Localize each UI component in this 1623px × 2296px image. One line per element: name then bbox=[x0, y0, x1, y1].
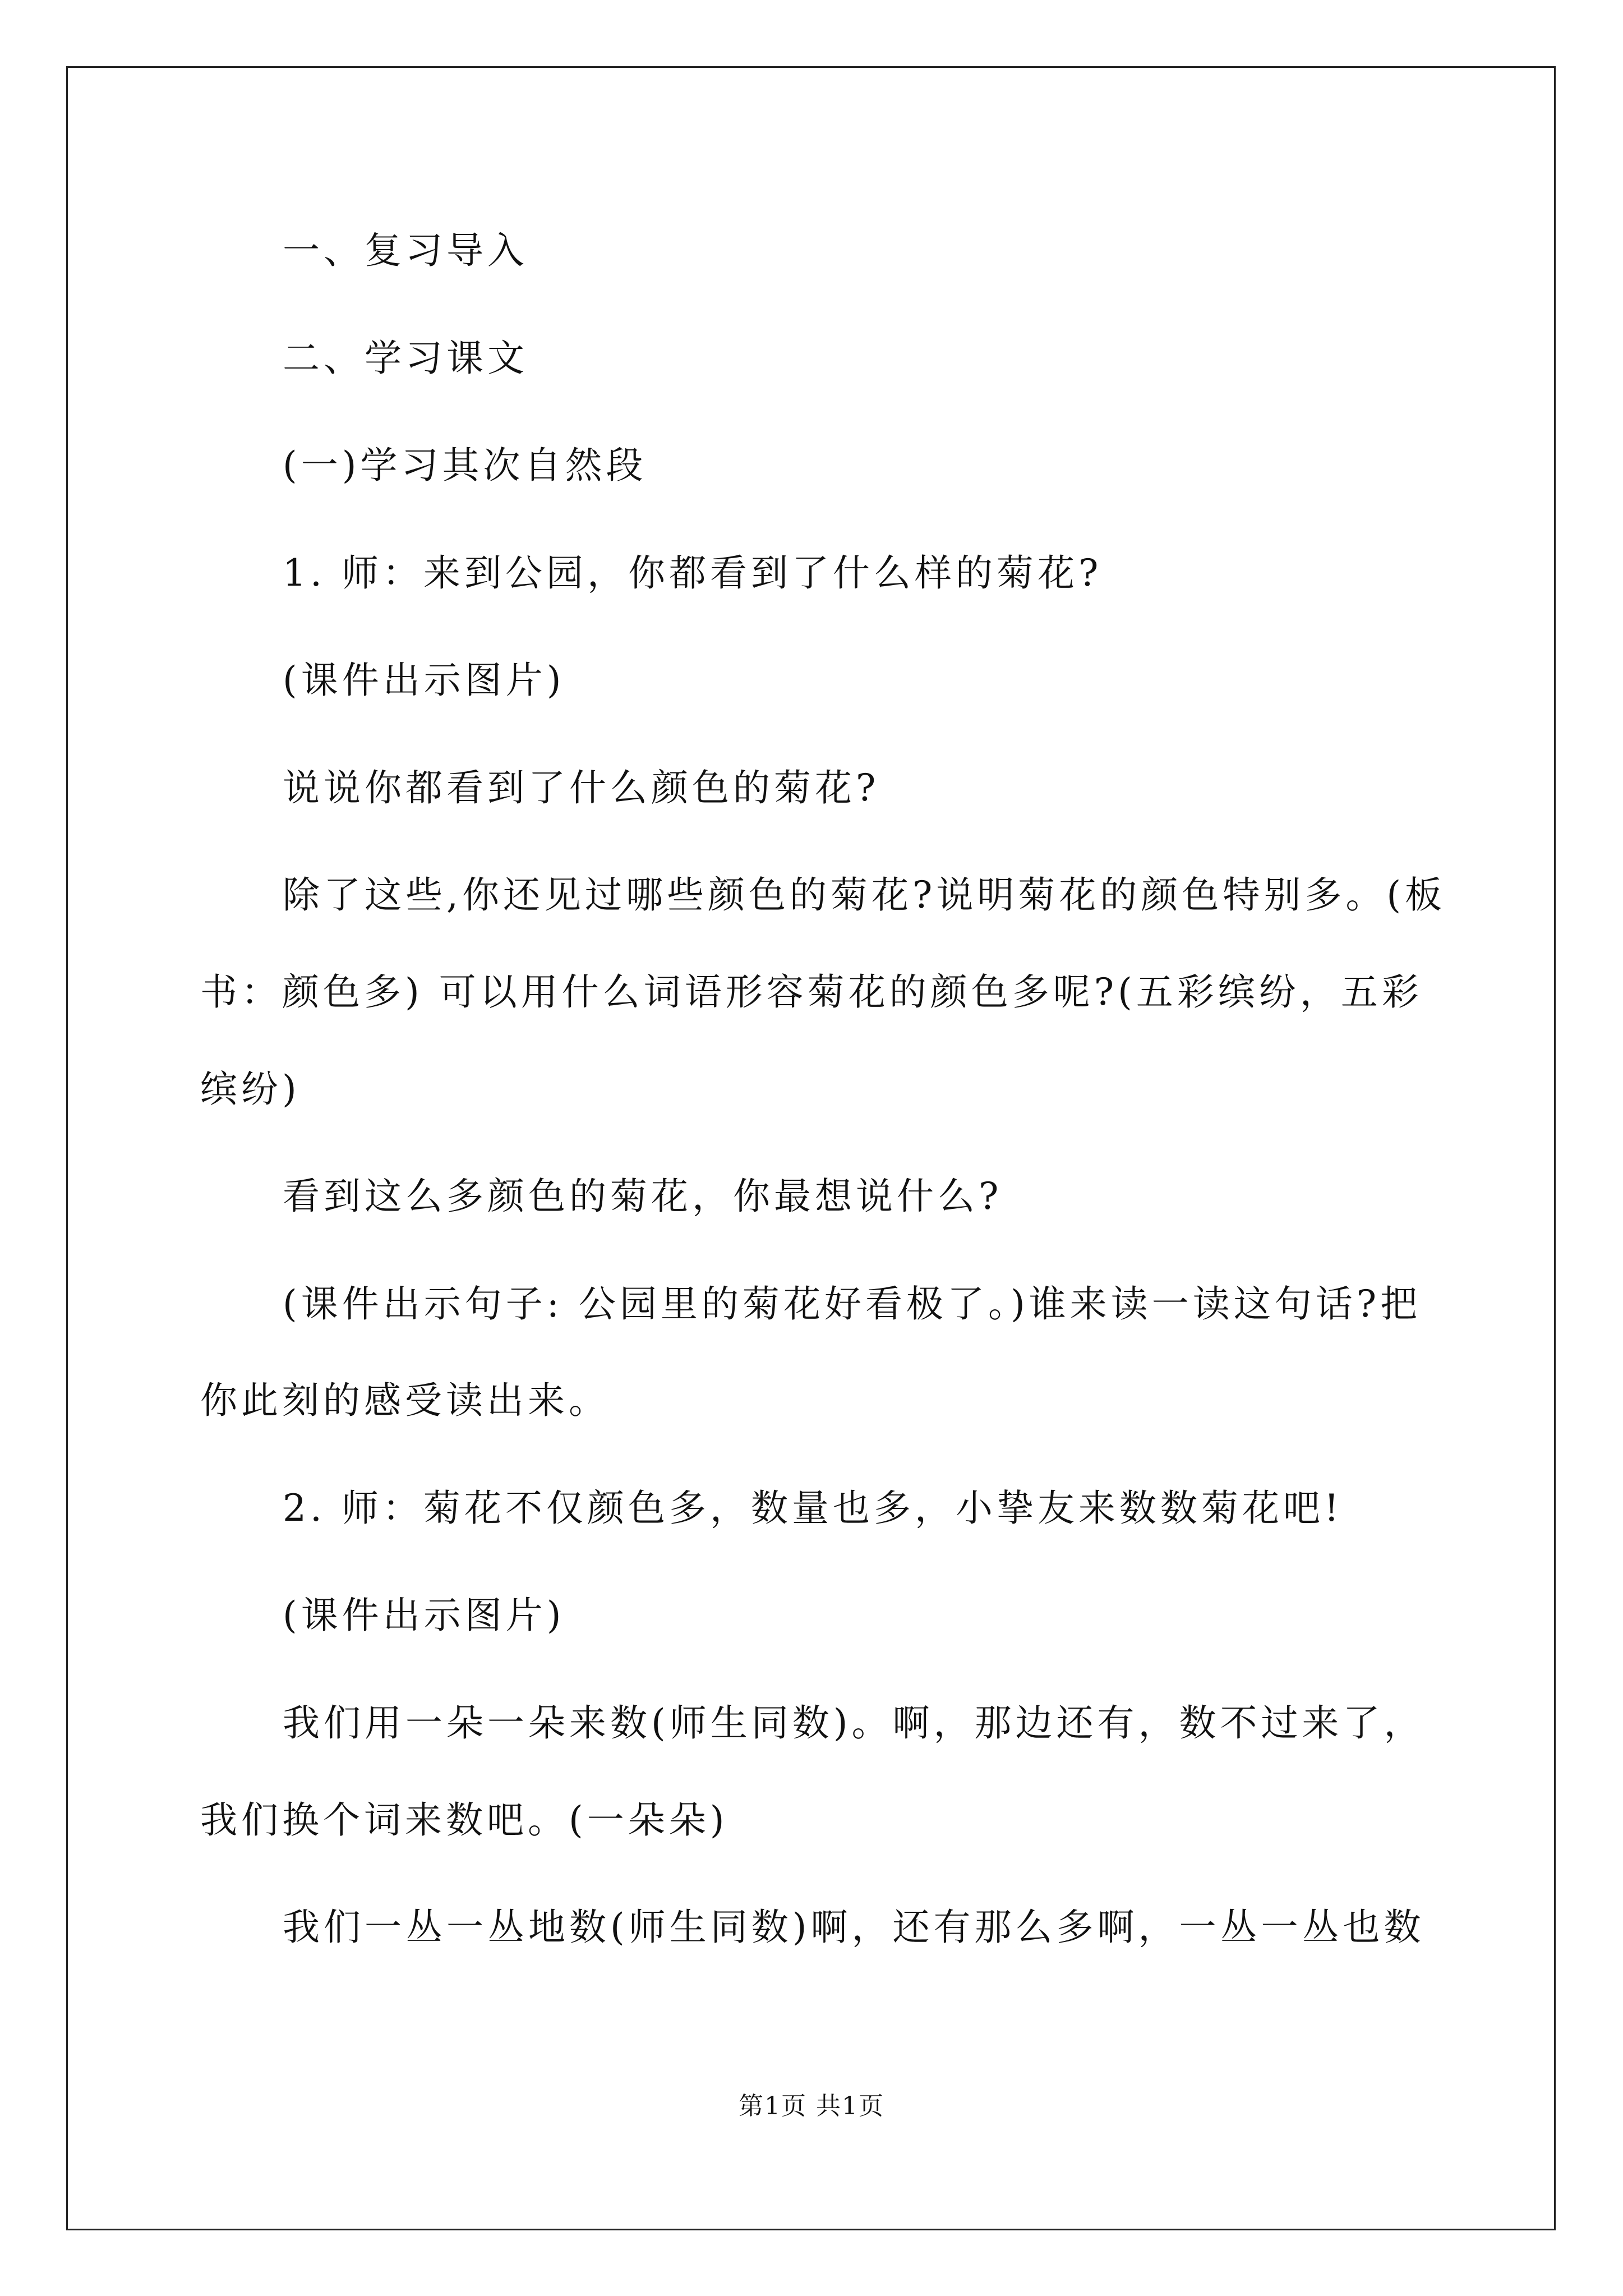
paragraph-line: 书：颜色多) 可以用什么词语形容菊花的颜色多呢?(五彩缤纷，五彩 bbox=[200, 970, 1423, 1014]
paragraph-line: 看到这么多颜色的菊花，你最想说什么? bbox=[283, 1175, 1003, 1218]
heading-study-text: 二、学习课文 bbox=[283, 337, 528, 380]
paragraph-line: 我们一丛一丛地数(师生同数)啊，还有那么多啊，一丛一丛也数 bbox=[283, 1906, 1425, 1949]
paragraph-line: 1. 师：来到公园，你都看到了什么样的菊花? bbox=[283, 551, 1103, 595]
subheading-paragraph: (一)学习其次自然段 bbox=[283, 444, 647, 487]
paragraph-line: 2. 师：菊花不仅颜色多，数量也多，小挚友来数数菊花吧! bbox=[283, 1487, 1343, 1530]
page-footer: 第1页 共1页 bbox=[739, 2092, 884, 2120]
heading-review: 一、复习导入 bbox=[283, 229, 528, 272]
paragraph-line: 我们用一朵一朵来数(师生同数)。啊，那边还有，数不过来了， bbox=[283, 1701, 1425, 1745]
paragraph-line: 缤纷) bbox=[200, 1068, 301, 1111]
paragraph-line: 说说你都看到了什么颜色的菊花? bbox=[283, 766, 880, 809]
paragraph-line: 你此刻的感受读出来。 bbox=[200, 1379, 610, 1422]
paragraph-line: 除了这些,你还见过哪些颜色的菊花?说明菊花的颜色特别多。(板 bbox=[283, 873, 1446, 917]
paragraph-line: (课件出示图片) bbox=[283, 659, 565, 702]
paragraph-line: 我们换个词来数吧。(一朵朵) bbox=[200, 1798, 728, 1842]
paragraph-line: (课件出示句子: 公园里的菊花好看极了。)谁来读一读这句话?把 bbox=[283, 1282, 1422, 1326]
paragraph-line: (课件出示图片) bbox=[283, 1594, 565, 1637]
